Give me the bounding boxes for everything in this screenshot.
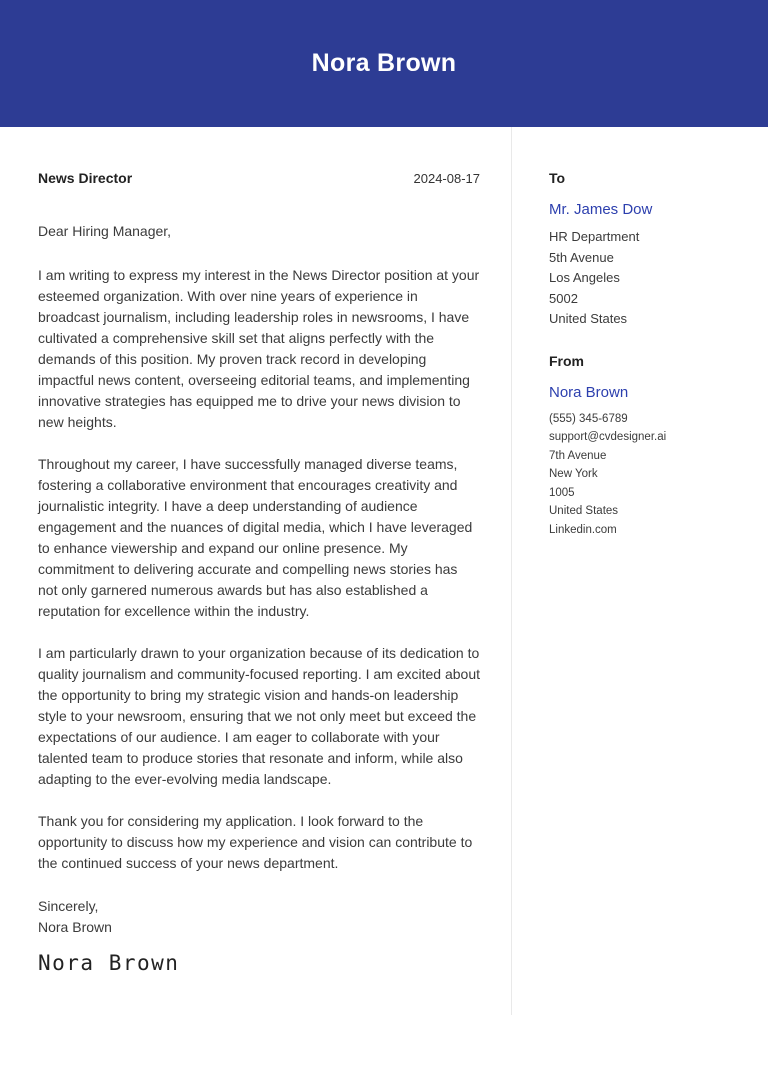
letter-paragraph-4: Thank you for considering my application. I look forward to the opportunity to discuss how my experience and vision can contribute to the continued success of your news department. bbox=[38, 813, 473, 871]
header-banner bbox=[0, 0, 768, 127]
sender-country: United States bbox=[549, 505, 619, 517]
salutation: Dear Hiring Manager, bbox=[38, 223, 172, 239]
to-label: To bbox=[549, 170, 566, 186]
recipient-street: 5th Avenue bbox=[549, 249, 614, 265]
job-title: News Director bbox=[38, 170, 133, 186]
recipient-city: Los Angeles bbox=[549, 270, 620, 285]
sender-phone: (555) 345-6789 bbox=[549, 412, 628, 425]
letter-paragraph-2: Throughout my career, I have successfully managed diverse teams, fostering a collaborative environment that encourages creativity and journalistic integrity. I have a deep understanding of audience engagement and the nuances of digital media, which I have leveraged to enhance viewership and expand our online presence. My commitment to delivering accurate and compelling news stories has not only garnered numerous awards but has also established a reputation for excellence within the industry. bbox=[38, 456, 473, 619]
sender-street: 7th Avenue bbox=[549, 449, 607, 462]
recipient-address bbox=[549, 227, 748, 330]
closing-block bbox=[38, 896, 480, 938]
content-area bbox=[0, 127, 768, 1015]
sender-name[interactable]: Nora Brown bbox=[549, 383, 629, 401]
contact-sidebar bbox=[512, 127, 768, 1015]
from-label: From bbox=[549, 352, 584, 369]
sender-zip: 1005 bbox=[549, 486, 575, 499]
sender-details bbox=[549, 410, 748, 540]
letter-paragraph-1: I am writing to express my interest in the News Director position at your esteemed organization. With over nine years of experience in broadcast journalism, including leadership roles in newsrooms, I have cultivated a comprehensive skill set that aligns perfectly with the demands of this position. My proven track record in developing impactful news content, overseeing editorial teams, and implementing innovative strategies has equipped me to drive your news division to new heights. bbox=[38, 267, 480, 430]
recipient-name[interactable]: Mr. James Dow bbox=[549, 201, 653, 218]
recipient-department: HR Department bbox=[549, 229, 640, 244]
from-section bbox=[549, 353, 748, 540]
sender-city: New York bbox=[549, 468, 598, 480]
letter-body bbox=[0, 127, 512, 1015]
sender-linkedin: Linkedin.com bbox=[549, 523, 617, 536]
closing-name: Nora Brown bbox=[38, 919, 112, 935]
recipient-zip: 5002 bbox=[549, 290, 578, 306]
sender-email: support@cvdesigner.ai bbox=[549, 431, 667, 443]
to-section bbox=[549, 170, 748, 330]
letter-paragraph-3: I am particularly drawn to your organization because of its dedication to quality journalism and community-focused reporting. I am excited about the opportunity to bring my strategic vision and hands-on leadership style to your newsroom, ensuring that we not only meet but exceed the expectations of our audience. I am eager to collaborate with your talented team to produce stories that resonate and inform, while also adapting to the ever-evolving media landscape. bbox=[38, 645, 480, 787]
title-row bbox=[38, 170, 480, 186]
header-name: Nora Brown bbox=[311, 49, 457, 77]
letter-date: 2024-08-17 bbox=[413, 171, 480, 186]
recipient-country: United States bbox=[549, 311, 628, 326]
signature: Nora Brown bbox=[38, 951, 180, 975]
closing-word: Sincerely, bbox=[38, 898, 99, 914]
